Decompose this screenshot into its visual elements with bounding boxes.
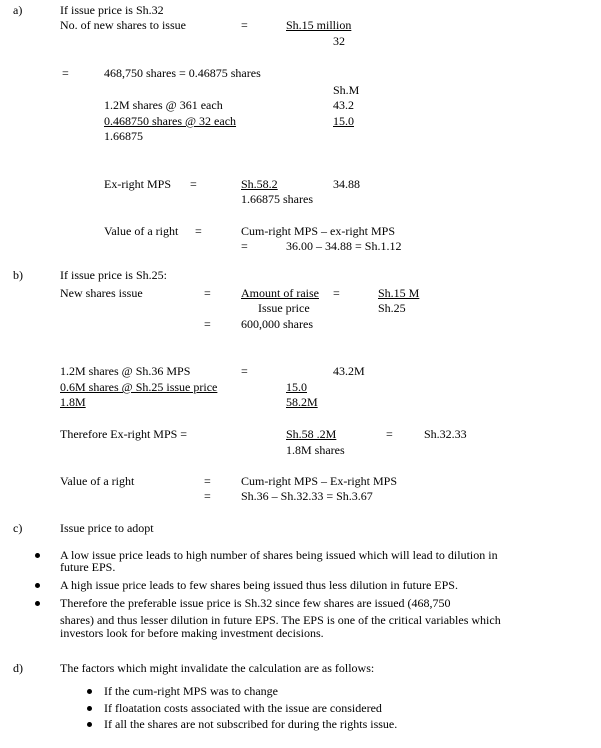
a-vor-calc: 36.00 – 34.88 = Sh.1.12 <box>286 239 402 253</box>
b-new-shares-label: New shares issue <box>60 286 143 300</box>
section-c-label: c) <box>13 521 23 535</box>
d-bullet1: If the cum-right MPS was to change <box>104 684 278 698</box>
a-exright-numerator: Sh.58.2 <box>241 177 278 191</box>
b-therefore-numerator: Sh.58 .2M <box>286 427 337 441</box>
b-line1: If issue price is Sh.25: <box>60 268 167 282</box>
b-vor-equals-1: = <box>204 474 211 488</box>
b-value-of-right-label: Value of a right <box>60 474 135 488</box>
b-total-value: 58.2M <box>286 395 318 409</box>
a-numerator: Sh.15 million <box>286 18 352 32</box>
b-row2-text-content: 0.6M shares @ Sh.25 issue price <box>60 380 218 394</box>
a-exright-denominator: 1.66875 shares <box>241 192 313 206</box>
b-total-shares: 1.8M <box>60 395 86 409</box>
b-row1-text: 1.2M shares @ Sh.36 MPS <box>60 364 191 378</box>
a-vor-equals: = <box>195 224 202 238</box>
b-therefore-equals: = <box>386 427 393 441</box>
b-row2-value: 15.0 <box>286 380 307 394</box>
b-amount-equals: = <box>333 286 340 300</box>
c-title: Issue price to adopt <box>60 521 154 535</box>
b-row1-value: 43.2M <box>333 364 365 378</box>
a-row2-text: 0.468750 shares @ 32 each <box>104 114 237 128</box>
b-amount-value: Sh.15 M <box>378 286 420 300</box>
section-d-label: d) <box>13 661 23 675</box>
c-bullet3-line2: shares) and thus lesser dilution in future EPS. The EPS is one of the critical variables which <box>60 613 501 627</box>
c-bullet1-line1: A low issue price leads to high number of shares being issued which will lead to dilution in <box>60 548 498 562</box>
a-total: 1.66875 <box>104 129 143 143</box>
b-equals-1: = <box>204 286 211 300</box>
c-bullet3-line1: Therefore the preferable issue price is Sh.32 since few shares are issued (468,750 <box>60 596 451 610</box>
a-row1-value: 43.2 <box>333 98 354 112</box>
section-b-label: b) <box>13 268 23 282</box>
b-row2-text <box>60 380 217 394</box>
a-exright-label: Ex-right MPS <box>104 177 172 191</box>
a-exright-value: 34.88 <box>333 177 360 191</box>
b-amount-of-raise: Amount of raise <box>241 286 319 300</box>
a-equals-2: = <box>62 66 69 80</box>
section-a-label: a) <box>13 3 23 17</box>
a-result: 468,750 shares = 0.46875 shares <box>104 66 261 80</box>
b-issue-price-value: Sh.25 <box>378 301 406 315</box>
a-vor-equals-2: = <box>241 239 248 253</box>
d-bullet3: If all the shares are not subscribed for during the rights issue. <box>104 717 398 731</box>
a-value-of-right-label: Value of a right <box>104 224 179 238</box>
b-vor-calc: Sh.36 – Sh.32.33 = Sh.3.67 <box>241 489 373 503</box>
c-bullet1-line2: future EPS. <box>60 560 116 574</box>
d-title: The factors which might invalidate the calculation are as follows: <box>60 661 375 675</box>
b-row1-equals: = <box>241 364 248 378</box>
bullet-icon <box>87 706 92 711</box>
a-equals: = <box>241 18 248 32</box>
b-therefore-denominator: 1.8M shares <box>286 443 345 457</box>
a-vor-formula: Cum-right MPS – ex-right MPS <box>241 224 396 238</box>
b-therefore-result: Sh.32.33 <box>424 427 467 441</box>
c-bullet3-line3: investors look for before making investment decisions. <box>60 626 324 640</box>
a-row1-text: 1.2M shares @ 361 each <box>104 98 223 112</box>
a-denominator: 32 <box>333 34 345 48</box>
d-bullet2: If floatation costs associated with the issue are considered <box>104 701 382 715</box>
b-vor-formula: Cum-right MPS – Ex-right MPS <box>241 474 398 488</box>
a-row2-value: 15.0 <box>333 114 354 128</box>
b-vor-equals-2: = <box>204 489 211 503</box>
a-line1: If issue price is Sh.32 <box>60 3 164 17</box>
bullet-icon <box>35 553 40 558</box>
bullet-icon <box>87 722 92 727</box>
a-new-shares-label: No. of new shares to issue <box>60 18 186 32</box>
bullet-icon <box>87 689 92 694</box>
c-bullet2: A high issue price leads to few shares being issued thus less dilution in future EPS. <box>60 578 458 592</box>
b-shares-result: 600,000 shares <box>241 317 313 331</box>
bullet-icon <box>35 601 40 606</box>
b-equals-2: = <box>204 317 211 331</box>
a-exright-equals: = <box>190 177 197 191</box>
a-shm-header: Sh.M <box>333 83 360 97</box>
bullet-icon <box>35 583 40 588</box>
b-issue-price-label: Issue price <box>258 301 310 315</box>
b-therefore-label: Therefore Ex-right MPS = <box>60 427 188 441</box>
